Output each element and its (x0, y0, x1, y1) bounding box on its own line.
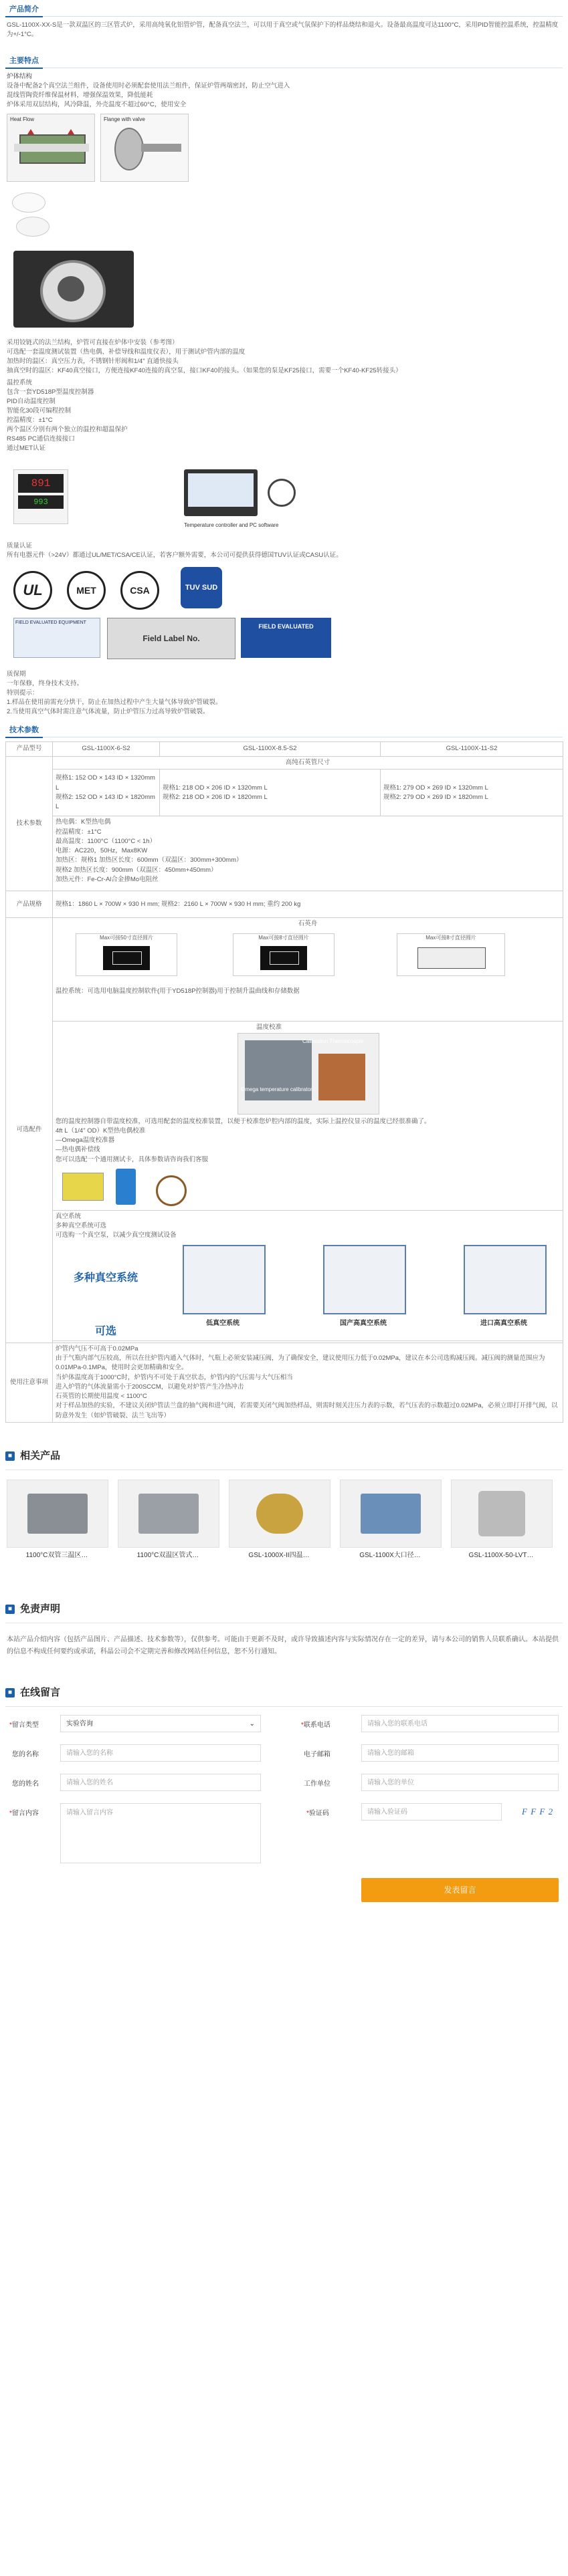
warranty-line: 一年保修，终身技术支持。 (7, 680, 84, 687)
spec-line: 可选配一套温度测试装置（热电偶、补偿导线和温度仪表），用于测试炉管内部的温度 (7, 348, 246, 356)
warranty-line: 特别提示： (7, 689, 39, 697)
vacuum-image: 低真空系统 (169, 1245, 276, 1332)
message-icon: ■ (5, 1688, 15, 1697)
boat-image: Max可接8寸直径圆片 (397, 933, 505, 976)
related-header: ■ 相关产品 (5, 1443, 563, 1470)
tube-cell: 规格1: 279 OD × 269 ID × 1320mm L 规格2: 279 OD × 269 ID × 1820mm L (381, 770, 563, 816)
tech-params: 热电偶：K型热电偶 控温精度：±1°C 最高温度：1100°C（1100°C < 1h） 电源：AC220，50Hz，Max8KW 加热区：规格1 加热区长度：600mm（双温区：300mm+300mm） 规格2 加热区长度：900mm（双温区：450mm+450mm） 加热元件：Fe-Cr-Al合金掺Mo电阻丝 (53, 816, 563, 891)
disclaimer-icon: ■ (5, 1605, 15, 1614)
spec-line: 加热时的温区：真空压力表，不锈钢针形阀和1/4" 直通快接头 (7, 358, 179, 365)
notes-cell: 炉管内气压不可高于0.02MPa 由于气瓶内部气压较高，所以在往炉管内通入气体时，气瓶上必须安装减压阀，为了确保安全，建议使用压力低于0.02MPa，建议在本公司选购减压阀。减压阀的测量范围应为0.01MPa-0.1MPa，使用时会更加精确和安全。 当炉体温度高于1000°C时，炉管内不可处于真空状态，炉管内的气压需与大气压相当 进入炉管的气体流量需小于200SCCM，以避免对炉管产生冷热冲击 石英管的长期使用温度 < 1100°C 对于样品加热的实验，不建议关闭炉管法兰盘的抽气阀和进气阀，若需要关闭气阀加热样品，则需时刻关注压力表的示数，若气压表的示数超过0.02MPa，必须立即打开排气阀，以防意外发生（如炉管破裂、法兰飞出等） (53, 1342, 563, 1422)
feature-line: 炉体采用双层结构，风冷降温，外壳温度不超过60°C，使用安全 (7, 101, 187, 108)
size-label: 产品规格 (6, 891, 53, 918)
name-input[interactable]: 请输入您的名称 (60, 1744, 261, 1762)
related-product[interactable]: GSL-1100X-50-LVT… (451, 1480, 551, 1560)
feature-line: 混线管陶瓷纤维保温材料，增强保温效果，降低能耗 (7, 92, 153, 99)
field-label: *验证码 (306, 1809, 329, 1817)
spec-header: GSL-1100X-6-S2 (53, 742, 160, 757)
submit-button[interactable]: 发表留言 (361, 1878, 559, 1902)
field-label: 工作单位 (304, 1780, 330, 1788)
message-form (0, 1715, 568, 1909)
ul-logo: UL (13, 571, 52, 610)
boat-image: Max可接50寸直径圆片 (76, 933, 177, 976)
control-line: 温控系统 (7, 379, 33, 386)
spec-line: 抽真空时的温区：KF40真空接口，方便连接KF40连接的真空泵，接口KF40的接头。（如果您的泵是KF25接口，需要一个KF40-KF25转接头） (7, 367, 402, 374)
spec-table (5, 741, 563, 1423)
related-list (7, 1480, 561, 1580)
disclaimer-header: ■ 免责声明 (5, 1596, 563, 1623)
vacuum-cell: 真空系统 多种真空系统可选 可选购一个真空泵，以减少真空度测试设备 多种真空系统可选 低真空系统 国产高真空系统 进口高真空系统 (53, 1210, 563, 1340)
met-logo: MET (67, 571, 106, 610)
phone-input[interactable]: 请输入您的联系电话 (361, 1715, 559, 1732)
heat-flow-image: Heat Flow (7, 114, 95, 182)
email-input[interactable]: 请输入您的邮箱 (361, 1744, 559, 1762)
related-icon: ■ (5, 1451, 15, 1461)
control-line: 通过MET认证 (7, 445, 46, 452)
vacuum-image: 进口高真空系统 (450, 1245, 557, 1332)
control-line: PID自动温度控制 (7, 398, 56, 405)
field-label: *留言内容 (9, 1809, 39, 1817)
features-heading: 炉体结构 (7, 73, 33, 80)
csa-logo: CSA (120, 571, 159, 610)
calibrator-image (56, 1169, 560, 1209)
spec-header: GSL-1100X-8.5-S2 (160, 742, 381, 757)
cert-text: 所有电器元件（>24V）都通过UL/MET/CSA/CE认证，若客户额外需要，本公司可提供获得德国TUV认证或CASU认证。 (7, 552, 343, 559)
boat-image: Max可接8寸直径圆片 (233, 933, 335, 976)
captcha-input[interactable]: 请输入验证码 (361, 1803, 502, 1821)
control-line: 智能化30段可编程控制 (7, 407, 72, 415)
vacuum-image: 国产高真空系统 (310, 1245, 417, 1332)
company-input[interactable]: 请输入您的单位 (361, 1774, 559, 1791)
related-product[interactable]: GSL-1100X大口径… (340, 1480, 440, 1560)
tube-cell: 规格1: 218 OD × 206 ID × 1320mm L 规格2: 218 OD × 206 ID × 1820mm L (160, 770, 381, 816)
spec-header: 产品型号 (6, 742, 53, 757)
spec-line: 采用铰链式的法兰结构，炉管可直接在炉体中安装（参考图） (7, 339, 179, 346)
message-type-select[interactable]: 实验咨询 ⌄ (60, 1715, 261, 1732)
calibration-image: Calibration Thermocouple Omega temperature calibrator (238, 1033, 379, 1115)
fullname-input[interactable]: 请输入您的姓名 (60, 1774, 261, 1791)
field-label: 电子邮箱 (304, 1750, 330, 1758)
boat-cell: 石英舟 Max可接50寸直径圆片 Max可接8寸直径圆片 Max可接8寸直径圆片 温控系统：可选用电脑温度控制软件(用于YD518P控制器)用于控制升温曲线和存储数据 (53, 918, 563, 1022)
furnace-chamber-image (13, 251, 134, 328)
warranty-line: 1.样品在使用前需充分烘干，防止在加热过程中产生大量气体导致炉管破裂。 (7, 699, 222, 706)
option-label: 可选配件 (6, 918, 53, 1343)
message-textarea[interactable]: 请输入留言内容 (60, 1803, 261, 1863)
message-header: ■ 在线留言 (5, 1679, 563, 1707)
control-line: 包含一套YD518P型温度控制器 (7, 388, 94, 396)
disclaimer-text: 本站产品介绍内容（包括产品图片、产品描述、技术参数等），仅供参考。可能由于更新不及时，或许导致描述内容与实际情况存在一定的差异，请与本公司的销售人员联系确认。本站提供的信息不构成任何要约或承诺，科晶公司会不定期完善和修改网站任何信息，恕不另行通知。 (7, 1635, 559, 1655)
warranty-title: 质保期 (7, 671, 26, 678)
tab-intro[interactable]: 产品简介 (5, 3, 563, 17)
cert-labels: FIELD EVALUATED EQUIPMENT Field Label No. FIELD EVALUATED (13, 618, 561, 661)
field-label: *留言类型 (9, 1721, 39, 1729)
size-text: 规格1：1860 L × 700W × 930 H mm; 规格2：2160 L × 700W × 930 H mm; 重约 200 kg (53, 891, 563, 918)
related-product[interactable]: GSL-1000X-II四温… (229, 1480, 329, 1560)
tube-cell: 规格1: 152 OD × 143 ID × 1320mm L 规格2: 152 OD × 143 ID × 1820mm L (53, 770, 160, 816)
tab-specs[interactable]: 技术参数 (5, 723, 563, 737)
tube-title: 高纯石英管尺寸 (53, 757, 563, 770)
control-line: 控温精度：±1°C (7, 417, 53, 424)
field-label: 您的名称 (12, 1750, 39, 1758)
related-product[interactable]: 1100°C双温区管式… (118, 1480, 218, 1560)
cert-logos (13, 567, 561, 614)
vacuum-banner: 多种真空系统可选 (73, 1272, 138, 1337)
control-line: RS485 PC通信连接接口 (7, 435, 75, 443)
calibration-cell: 温度校准 Calibration Thermocouple Omega temperature calibrator 您的温度控制器自带温度校准，可选用配套的温度校准装置，以便于校准您炉腔内部的温度，实际上温控仪显示的温度已经很准确了。 4ft L（1/4" OD）K型热电偶校准 —Omega温度校准器 —热电偶补偿线 您可以选配一个通用测试卡，具体参数请咨询我们客服 (53, 1022, 563, 1211)
field-label: 您的姓名 (12, 1780, 39, 1788)
related-product[interactable]: 1100°C双管三温区… (7, 1480, 107, 1560)
feature-line: 设备中配备2个真空法兰组件，设备使用时必须配套使用法兰组件，保证炉管两端密封，防止空气进入 (7, 82, 290, 90)
spec-header: GSL-1100X-11-S2 (381, 742, 563, 757)
warranty-line: 2.当使用真空气体时需注意气体流量，防止炉管压力过高导致炉管破裂。 (7, 708, 209, 715)
captcha-image[interactable]: F F F 2 (522, 1806, 554, 1817)
tab-features[interactable]: 主要特点 (5, 54, 563, 68)
cert-title: 质量认证 (7, 542, 33, 550)
field-label: *联系电话 (301, 1721, 330, 1729)
control-line: 两个温区分别有两个独立的温控和超温保护 (7, 426, 128, 433)
intro-text: GSL-1100X-XX-S是一款双温区的三区管式炉，采用高纯氧化铝管炉管，配备真空法兰，可以用于真空或气氛保护下的样品烧结和退火。设备最高温度可达1100°C，采用PID智能控温系统，控温精度为+/-1°C。 (7, 21, 559, 39)
notes-label: 使用注意事项 (6, 1342, 53, 1422)
flange-image: Flange with valve (100, 114, 189, 182)
tech-label: 技术参数 (6, 757, 53, 891)
tuv-logo: TUV SUD (181, 567, 222, 608)
insulation-plug-image (7, 189, 60, 242)
page (0, 3, 568, 1909)
chevron-down-icon: ⌄ (249, 1720, 255, 1728)
controller-image: 891 993 Temperature controller and PC software (13, 465, 294, 532)
